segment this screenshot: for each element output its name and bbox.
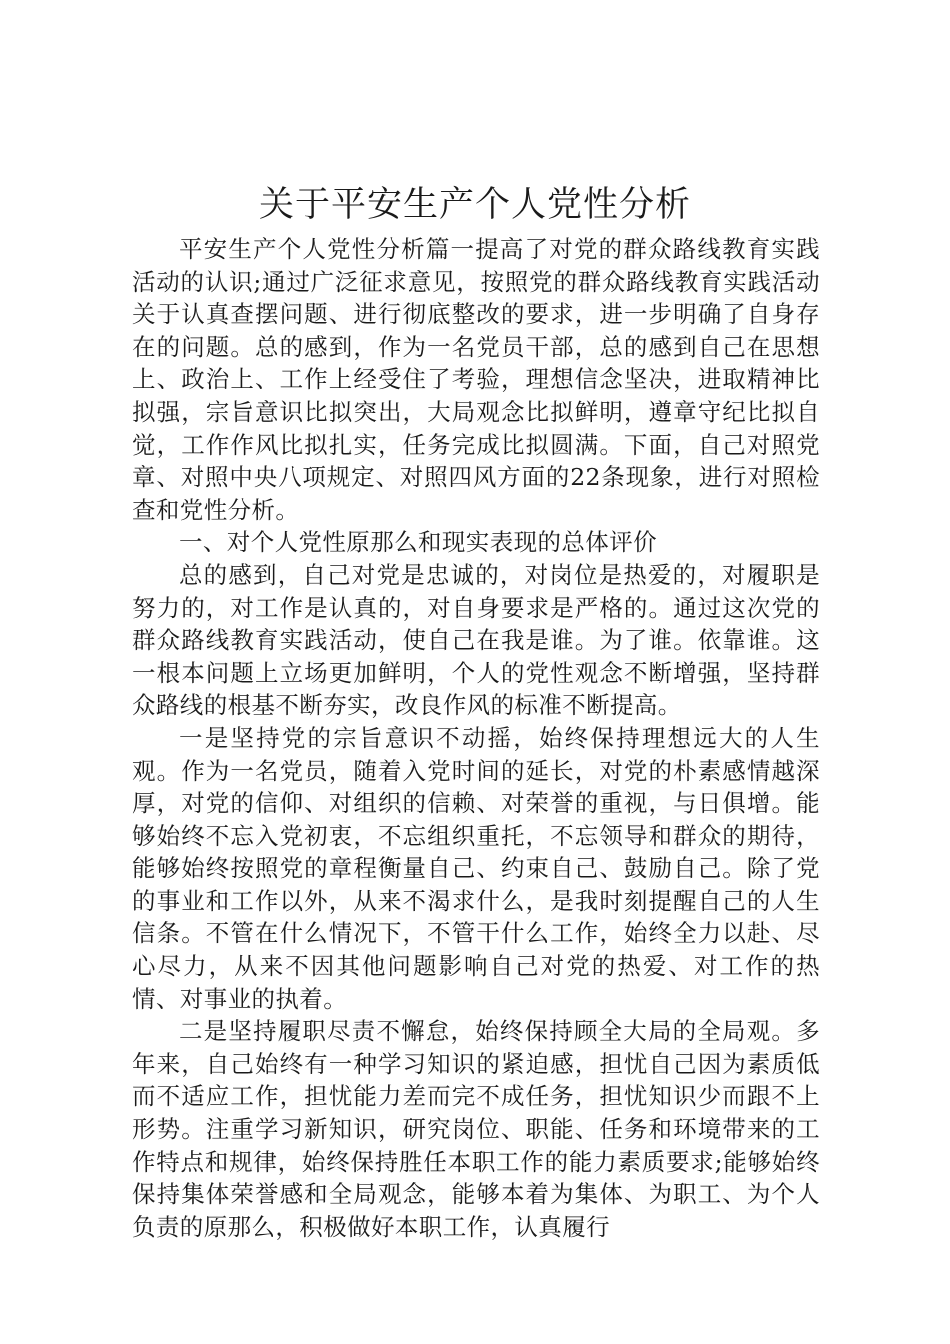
document-title: 关于平安生产个人党性分析 [258,185,691,225]
paragraph-point-two: 二是坚持履职尽责不懈怠，始终保持顾全大局的全局观。多年来，自己始终有一种学习知识的紧迫感，担忧自己因为素质低而不适应工作，担忧能力差而完不成任务，担忧知识少而跟不上形势。注重学习新知识，研究岗位、职能、任务和环境带来的工作特点和规律，始终保持胜任本职工作的能力素质要求;能够始终保持集体荣誉感和全局观念，能够本着为集体、为职工、为个人负责的原那么，积极做好本职工作，认真履行 [132,1017,820,1241]
paragraph-overall-evaluation: 总的感到，自己对党是忠诚的，对岗位是热爱的，对履职是努力的，对工作是认真的，对自身要求是严格的。通过这次党的群众路线教育实践活动，使自己在我是谁。为了谁。依靠谁。这一根本问题上立场更加鲜明，个人的党性观念不断增强，坚持群众路线的根基不断夯实，改良作风的标准不断提高。 [132,560,820,720]
paragraph-intro: 平安生产个人党性分析篇一提高了对党的群众路线教育实践活动的认识;通过广泛征求意见，按照党的群众路线教育实践活动关于认真查摆问题、进行彻底整改的要求，进一步明确了自身存在的问题。总的感到，作为一名党员干部，总的感到自己在思想上、政治上、工作上经受住了考验，理想信念坚决，进取精神比拟强，宗旨意识比拟突出，大局观念比拟鲜明，遵章守纪比拟自觉，工作作风比拟扎实，任务完成比拟圆满。下面，自己对照党章、对照中央八项规定、对照四风方面的22条现象，进行对照检查和党性分析。 [132,235,820,524]
document-body [132,233,820,1243]
section-heading-1: 一、对个人党性原那么和现实表现的总体评价 [179,528,657,557]
paragraph-point-one: 一是坚持党的宗旨意识不动摇，始终保持理想远大的人生观。作为一名党员，随着入党时间的延长，对党的朴素感情越深厚，对党的信仰、对组织的信赖、对荣誉的重视，与日俱增。能够始终不忘入党初衷，不忘组织重托，不忘领导和群众的期待，能够始终按照党的章程衡量自己、约束自己、鼓励自己。除了党的事业和工作以外，从来不渴求什么，是我时刻提醒自己的人生信条。不管在什么情况下，不管干什么工作，始终全力以赴、尽心尽力，从来不因其他问题影响自己对党的热爱、对工作的热情、对事业的执着。 [132,723,820,1013]
